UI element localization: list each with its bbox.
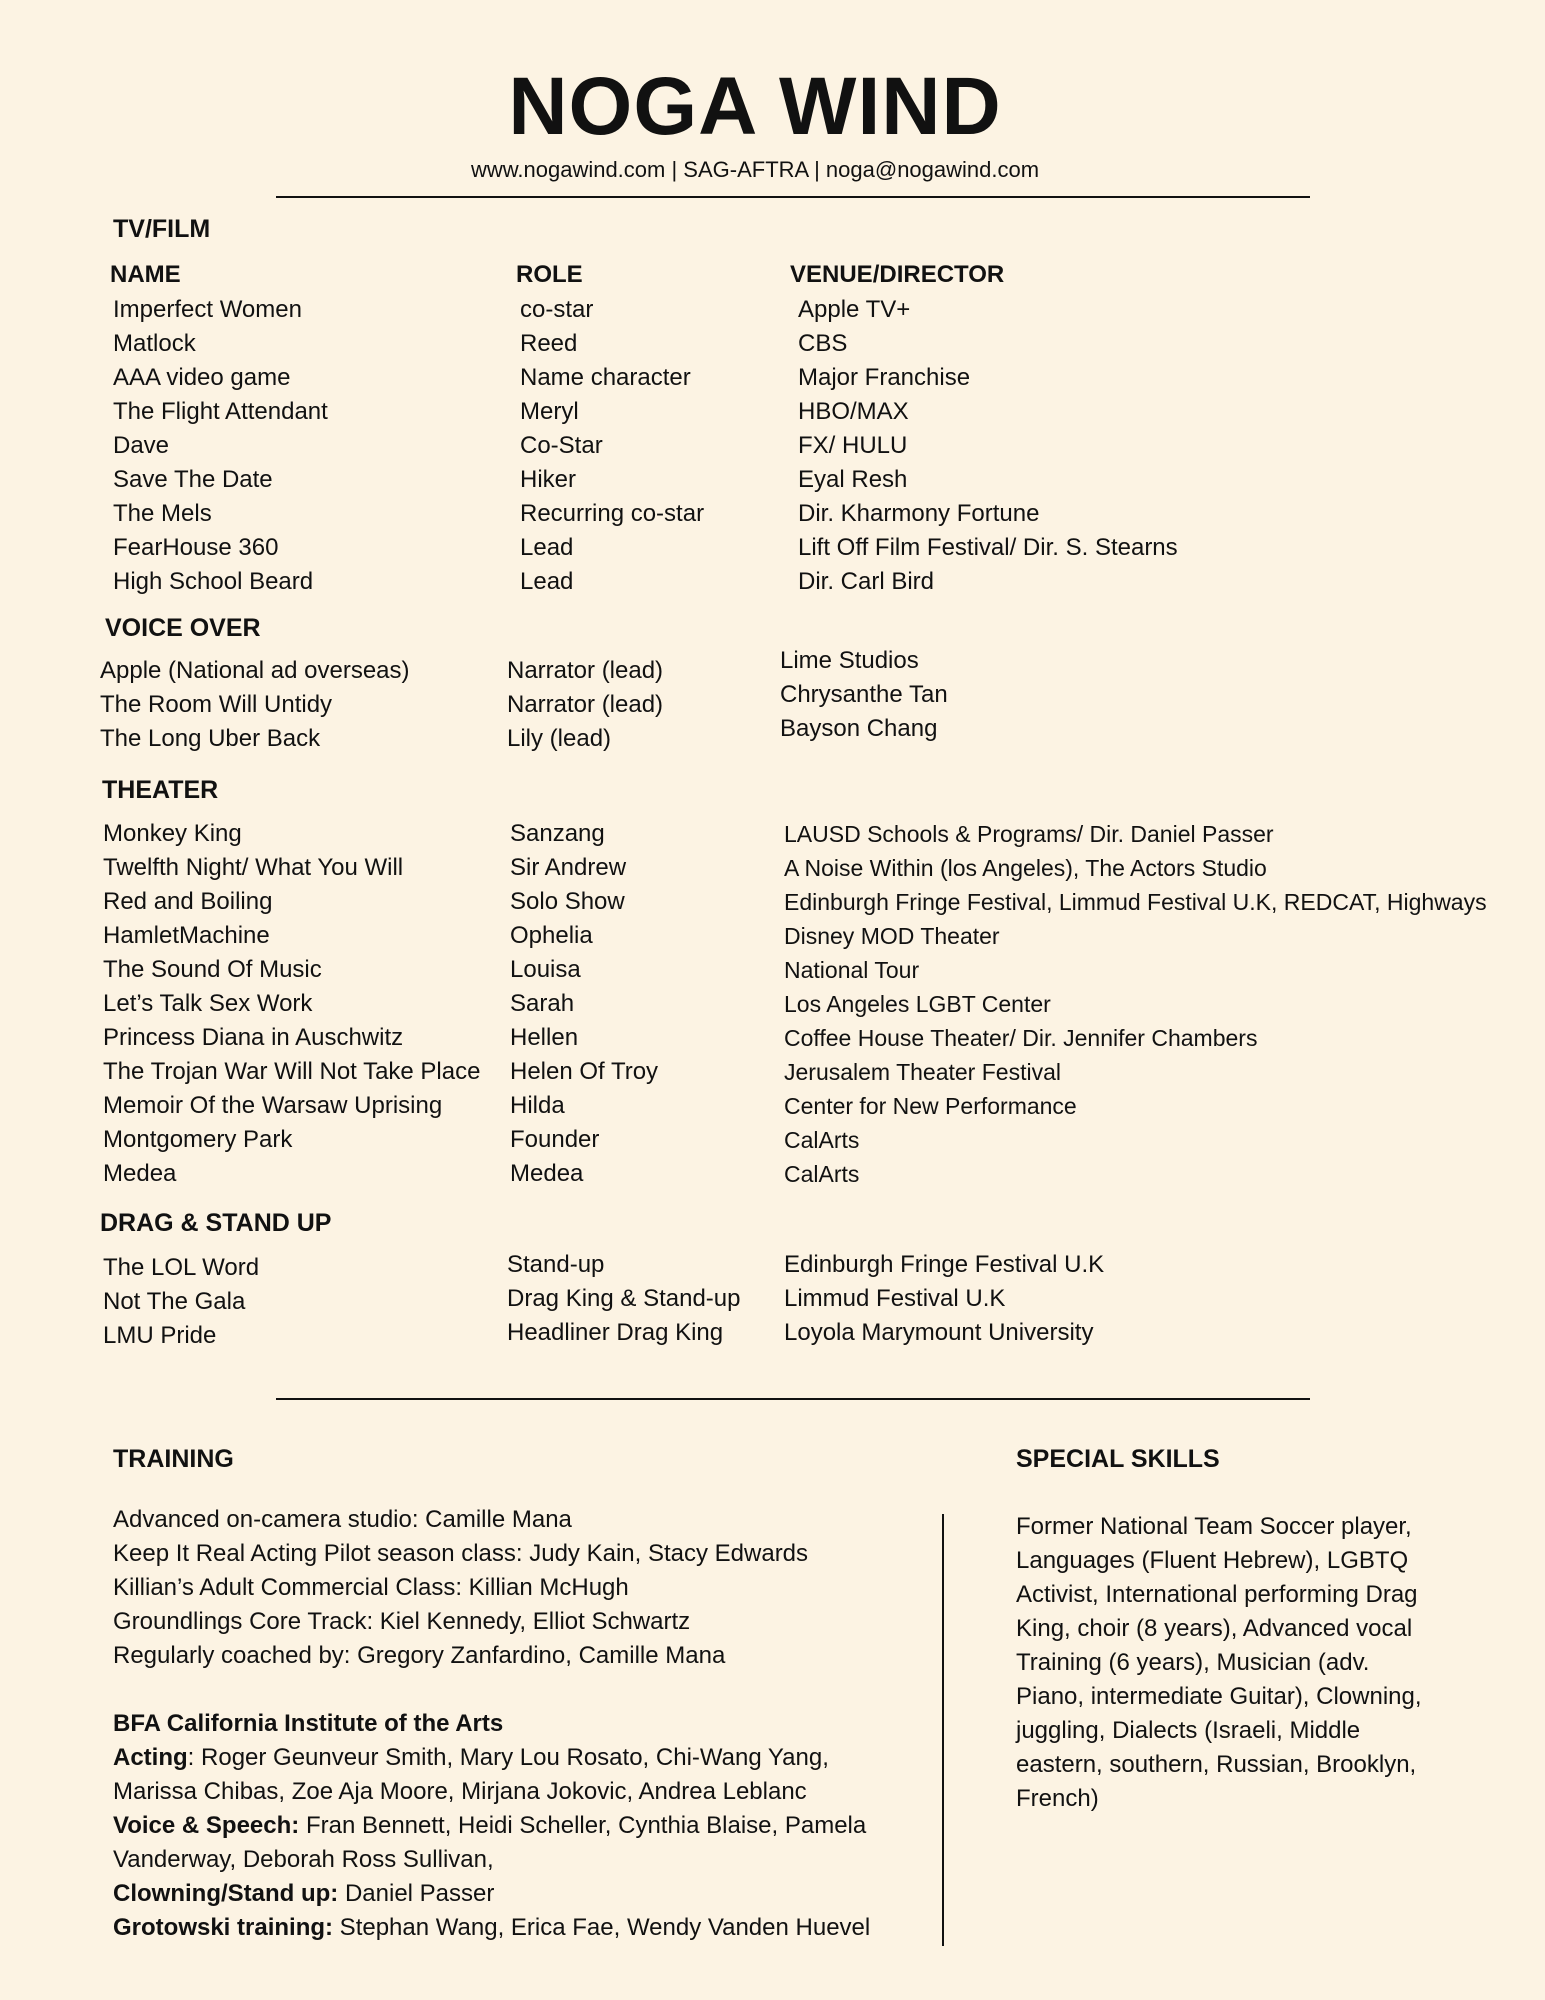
- skills-line: King, choir (8 years), Advanced vocal: [1016, 1615, 1413, 1642]
- voice-teachers-cont: Vanderway, Deborah Ross Sullivan,: [113, 1846, 494, 1873]
- theater-role: Medea: [510, 1160, 584, 1187]
- theater-venue: LAUSD Schools & Programs/ Dir. Daniel Passer: [784, 821, 1274, 847]
- theater-role: Helen Of Troy: [510, 1058, 659, 1085]
- theater-venue: CalArts: [784, 1127, 860, 1153]
- theater-role-column: [510, 817, 658, 1191]
- section-title-voiceover: VOICE OVER: [105, 614, 261, 642]
- theater-name: Medea: [103, 1160, 177, 1187]
- tvfilm-name: The Flight Attendant: [113, 398, 328, 425]
- header-divider: [276, 196, 1310, 198]
- theater-role: Hellen: [510, 1024, 579, 1051]
- section-title-tvfilm: TV/FILM: [113, 215, 211, 243]
- training-line: Groundlings Core Track: Kiel Kennedy, Elliot Schwartz: [113, 1608, 691, 1635]
- tvfilm-role-column: [520, 293, 704, 599]
- voice-teachers: Fran Bennett, Heidi Scheller, Cynthia Blaise, Pamela: [299, 1812, 867, 1839]
- tvfilm-venue: Major Franchise: [798, 364, 971, 391]
- voiceover-venue: Chrysanthe Tan: [780, 681, 948, 708]
- theater-name: The Trojan War Will Not Take Place: [103, 1058, 481, 1085]
- column-header-name: NAME: [110, 261, 181, 288]
- section-title-drag: DRAG & STAND UP: [100, 1209, 332, 1237]
- training-block: [113, 1503, 870, 1945]
- drag-name: LMU Pride: [103, 1322, 217, 1349]
- theater-name: Montgomery Park: [103, 1126, 293, 1153]
- training-line: Killian’s Adult Commercial Class: Killian McHugh: [113, 1574, 629, 1601]
- tvfilm-name-column: [113, 293, 328, 599]
- grotowski-label: Grotowski training:: [113, 1914, 334, 1941]
- theater-venue: A Noise Within (los Angeles), The Actors Studio: [784, 855, 1267, 881]
- theater-venue: Center for New Performance: [784, 1093, 1077, 1119]
- skills-line: Activist, International performing Drag: [1016, 1581, 1418, 1608]
- tvfilm-role: Name character: [520, 364, 691, 391]
- tvfilm-venue: CBS: [798, 330, 848, 357]
- tvfilm-name: Imperfect Women: [113, 296, 302, 323]
- drag-venue-column: [784, 1248, 1104, 1350]
- drag-name-column: [103, 1251, 259, 1353]
- theater-venue: Disney MOD Theater: [784, 923, 1000, 949]
- tvfilm-venue: Eyal Resh: [798, 466, 908, 493]
- tvfilm-role: Lead: [520, 568, 574, 595]
- skills-line: eastern, southern, Russian, Brooklyn,: [1016, 1751, 1417, 1778]
- drag-venue: Limmud Festival U.K: [784, 1285, 1006, 1312]
- tvfilm-name: FearHouse 360: [113, 534, 279, 561]
- theater-name-column: [103, 817, 480, 1191]
- column-divider: [942, 1514, 944, 1946]
- theater-name: Let’s Talk Sex Work: [103, 990, 313, 1017]
- tvfilm-name: High School Beard: [113, 568, 314, 595]
- theater-role: Founder: [510, 1126, 600, 1153]
- theater-venue: CalArts: [784, 1161, 860, 1187]
- tvfilm-venue: FX/ HULU: [798, 432, 908, 459]
- voiceover-role: Lily (lead): [507, 725, 612, 752]
- acting-teachers-cont: Marissa Chibas, Zoe Aja Moore, Mirjana Jokovic, Andrea Leblanc: [113, 1778, 807, 1805]
- tvfilm-venue: HBO/MAX: [798, 398, 909, 425]
- contact-line: www.nogawind.com | SAG-AFTRA | noga@nogawind.com: [470, 157, 1040, 182]
- section-title-theater: THEATER: [102, 776, 219, 804]
- voiceover-name: The Long Uber Back: [100, 725, 321, 752]
- theater-role: Sarah: [510, 990, 575, 1017]
- theater-name: Twelfth Night/ What You Will: [103, 854, 404, 881]
- tvfilm-venue: Apple TV+: [798, 296, 911, 323]
- drag-role: Stand-up: [507, 1251, 605, 1278]
- theater-venue-column: [784, 817, 1487, 1191]
- tvfilm-role: Recurring co-star: [520, 500, 705, 527]
- column-header-venue: VENUE/DIRECTOR: [790, 261, 1005, 288]
- tvfilm-role: Hiker: [520, 466, 577, 493]
- theater-venue: Coffee House Theater/ Dir. Jennifer Chambers: [784, 1025, 1258, 1051]
- lower-divider: [276, 1398, 1310, 1400]
- theater-venue: Jerusalem Theater Festival: [784, 1059, 1061, 1085]
- voiceover-venue: Bayson Chang: [780, 715, 938, 742]
- theater-role: Sir Andrew: [510, 854, 627, 881]
- tvfilm-name: AAA video game: [113, 364, 291, 391]
- theater-role: Louisa: [510, 956, 581, 983]
- voiceover-role: Narrator (lead): [507, 691, 664, 718]
- acting-teachers: : Roger Geunveur Smith, Mary Lou Rosato, Chi-Wang Yang,: [187, 1744, 829, 1771]
- skills-line: Languages (Fluent Hebrew), LGBTQ: [1016, 1547, 1409, 1574]
- voiceover-venue-column: [780, 644, 948, 746]
- tvfilm-role: Co-Star: [520, 432, 603, 459]
- training-line: Keep It Real Acting Pilot season class: Judy Kain, Stacy Edwards: [113, 1540, 809, 1567]
- drag-role-column: [507, 1248, 740, 1350]
- voiceover-role-column: [507, 654, 663, 756]
- training-line: Regularly coached by: Gregory Zanfardino, Camille Mana: [113, 1642, 726, 1669]
- tvfilm-venue: Dir. Carl Bird: [798, 568, 935, 595]
- grotowski-teachers: Stephan Wang, Erica Fae, Wendy Vanden Huevel: [333, 1914, 871, 1941]
- theater-name: Memoir Of the Warsaw Uprising: [103, 1092, 443, 1119]
- section-title-training: TRAINING: [113, 1445, 234, 1473]
- theater-role: Sanzang: [510, 820, 605, 847]
- drag-venue: Loyola Marymount University: [784, 1319, 1094, 1346]
- tvfilm-role: co-star: [520, 296, 594, 323]
- section-title-skills: SPECIAL SKILLS: [1016, 1445, 1220, 1473]
- theater-venue: Edinburgh Fringe Festival, Limmud Festival U.K, REDCAT, Highways: [784, 889, 1487, 915]
- training-line: Advanced on-camera studio: Camille Mana: [113, 1506, 572, 1533]
- tvfilm-role: Reed: [520, 330, 578, 357]
- drag-name: The LOL Word: [103, 1254, 260, 1281]
- theater-name: HamletMachine: [103, 922, 270, 949]
- skills-line: Former National Team Soccer player,: [1016, 1513, 1412, 1540]
- voiceover-name: The Room Will Untidy: [100, 691, 333, 718]
- voice-label: Voice & Speech:: [113, 1812, 300, 1839]
- school-name: BFA California Institute of the Arts: [113, 1710, 504, 1737]
- tvfilm-role: Lead: [520, 534, 574, 561]
- tvfilm-name: Dave: [113, 432, 170, 459]
- drag-role: Drag King & Stand-up: [507, 1285, 741, 1312]
- theater-venue: Los Angeles LGBT Center: [784, 991, 1051, 1017]
- tvfilm-venue: Dir. Kharmony Fortune: [798, 500, 1040, 527]
- theater-role: Hilda: [510, 1092, 565, 1119]
- voiceover-role: Narrator (lead): [507, 657, 664, 684]
- theater-venue: National Tour: [784, 957, 920, 983]
- voiceover-venue: Lime Studios: [780, 647, 919, 674]
- drag-name: Not The Gala: [103, 1288, 246, 1315]
- skills-line: French): [1016, 1785, 1099, 1812]
- theater-role: Ophelia: [510, 922, 593, 949]
- page-title: NOGA WIND: [508, 61, 1002, 152]
- skills-line: Training (6 years), Musician (adv.: [1016, 1649, 1370, 1676]
- tvfilm-role: Meryl: [520, 398, 579, 425]
- column-header-role: ROLE: [516, 261, 583, 288]
- voiceover-name: Apple (National ad overseas): [100, 657, 410, 684]
- tvfilm-venue: Lift Off Film Festival/ Dir. S. Stearns: [798, 534, 1178, 561]
- skills-line: juggling, Dialects (Israeli, Middle: [1016, 1717, 1361, 1744]
- voiceover-name-column: [100, 654, 410, 756]
- skills-block: [1016, 1510, 1422, 1816]
- tvfilm-name: Matlock: [113, 330, 196, 357]
- theater-name: Monkey King: [103, 820, 242, 847]
- tvfilm-name: The Mels: [113, 500, 212, 527]
- clowning-teachers: Daniel Passer: [338, 1880, 495, 1907]
- theater-name: Princess Diana in Auschwitz: [103, 1024, 404, 1051]
- drag-role: Headliner Drag King: [507, 1319, 724, 1346]
- skills-line: Piano, intermediate Guitar), Clowning,: [1016, 1683, 1422, 1710]
- tvfilm-venue-column: [798, 293, 1178, 599]
- acting-label: Acting: [113, 1744, 188, 1771]
- clowning-label: Clowning/Stand up:: [113, 1880, 339, 1907]
- drag-venue: Edinburgh Fringe Festival U.K: [784, 1251, 1105, 1278]
- tvfilm-name: Save The Date: [113, 466, 273, 493]
- theater-role: Solo Show: [510, 888, 625, 915]
- theater-name: Red and Boiling: [103, 888, 273, 915]
- theater-name: The Sound Of Music: [103, 956, 322, 983]
